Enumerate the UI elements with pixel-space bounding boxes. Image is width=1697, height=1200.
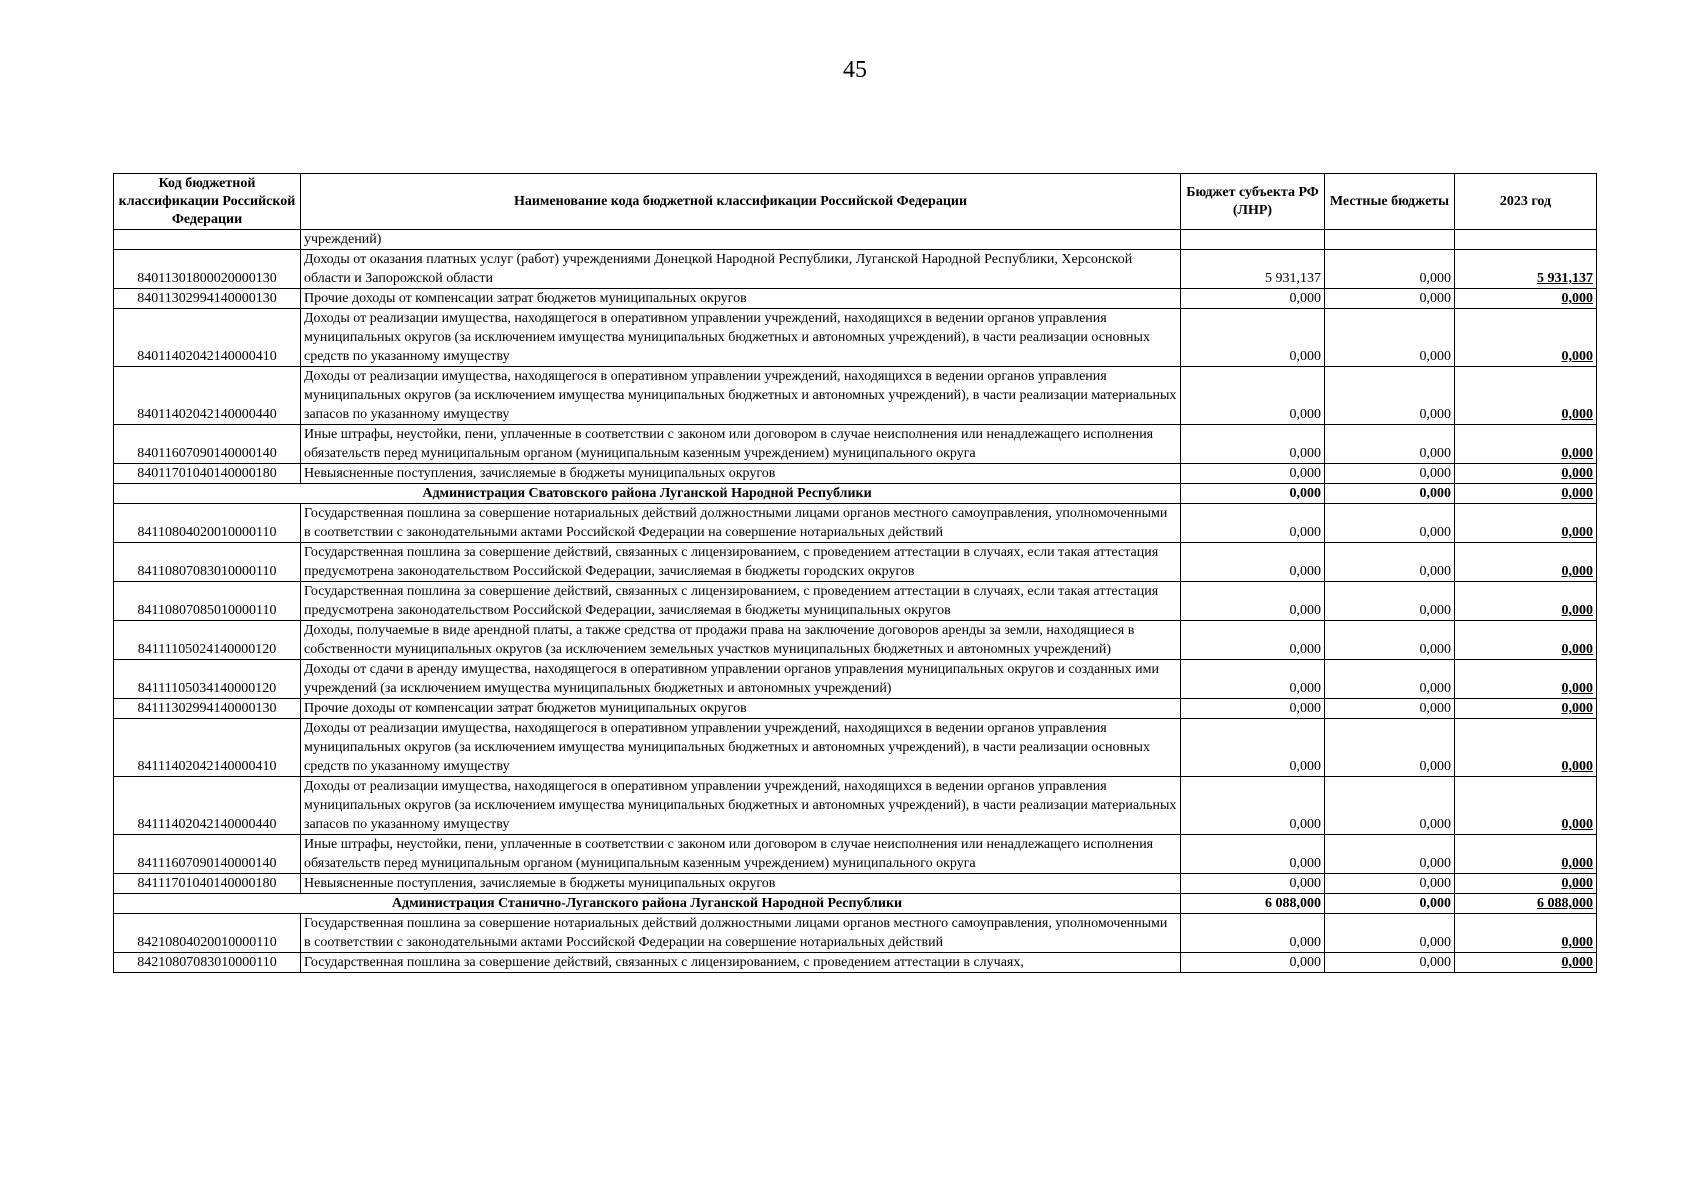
row-subject-value: 0,000: [1181, 367, 1325, 425]
table-row: [114, 874, 1597, 894]
row-subject-value: 0,000: [1181, 543, 1325, 582]
table-row: [114, 425, 1597, 464]
section-year-value: 0,000: [1455, 484, 1597, 504]
row-name: Доходы от реализации имущества, находящегося в оперативном управлении учреждений, находящихся в ведении органов управления муниципальных округов (за исключением имущества муниципальных бюджетных и автономных учреждений), в части реализации основных средств по указанному имуществу: [301, 309, 1181, 367]
row-code: 84011301800020000130: [114, 250, 301, 289]
row-name: Доходы, получаемые в виде арендной платы, а также средства от продажи права на заключение договоров аренды за земли, находящиеся в собственности муниципальных округов (за исключением земельных участков муниципальных бюджетных и автономных учреждений): [301, 621, 1181, 660]
row-local-value: 0,000: [1325, 425, 1455, 464]
page-number: 45: [843, 57, 867, 83]
row-local-value: 0,000: [1325, 367, 1455, 425]
row-local-value: 0,000: [1325, 719, 1455, 777]
row-year-value: 0,000: [1455, 309, 1597, 367]
row-name: Невыясненные поступления, зачисляемые в бюджеты муниципальных округов: [301, 464, 1181, 484]
row-year-value: [1455, 230, 1597, 250]
section-title: Администрация Станично-Луганского района Луганской Народной Республики: [114, 894, 1181, 914]
table-row: [114, 719, 1597, 777]
row-subject-value: 0,000: [1181, 621, 1325, 660]
table-row: [114, 543, 1597, 582]
row-subject-value: 0,000: [1181, 699, 1325, 719]
row-name: Доходы от реализации имущества, находящегося в оперативном управлении учреждений, находящихся в ведении органов управления муниципальных округов (за исключением имущества муниципальных бюджетных и автономных учреждений), в части реализации материальных запасов по указанному имуществу: [301, 777, 1181, 835]
row-year-value: 0,000: [1455, 660, 1597, 699]
row-local-value: 0,000: [1325, 874, 1455, 894]
header-name: Наименование кода бюджетной классификации Российской Федерации: [301, 174, 1181, 230]
row-local-value: 0,000: [1325, 250, 1455, 289]
table-row: [114, 582, 1597, 621]
row-year-value: 0,000: [1455, 425, 1597, 464]
row-code: 84011402042140000440: [114, 367, 301, 425]
row-subject-value: 0,000: [1181, 660, 1325, 699]
row-code: 84011402042140000410: [114, 309, 301, 367]
row-local-value: 0,000: [1325, 582, 1455, 621]
header-year: 2023 год: [1455, 174, 1597, 230]
row-local-value: 0,000: [1325, 660, 1455, 699]
row-year-value: 0,000: [1455, 504, 1597, 543]
row-name: Доходы от реализации имущества, находящегося в оперативном управлении учреждений, находящихся в ведении органов управления муниципальных округов (за исключением имущества муниципальных бюджетных и автономных учреждений), в части реализации основных средств по указанному имуществу: [301, 719, 1181, 777]
row-code: [114, 230, 301, 250]
row-name: Прочие доходы от компенсации затрат бюджетов муниципальных округов: [301, 699, 1181, 719]
row-name: Прочие доходы от компенсации затрат бюджетов муниципальных округов: [301, 289, 1181, 309]
row-code: 84110804020010000110: [114, 504, 301, 543]
row-name: Государственная пошлина за совершение действий, связанных с лицензированием, с проведением аттестации в случаях, если такая аттестация предусмотрена законодательством Российской Федерации, зачисляемая в бюджеты муниципальных округов: [301, 582, 1181, 621]
table-row: [114, 914, 1597, 953]
row-subject-value: 0,000: [1181, 504, 1325, 543]
row-code: 84111402042140000440: [114, 777, 301, 835]
row-subject-value: [1181, 230, 1325, 250]
row-name: Государственная пошлина за совершение нотариальных действий должностными лицами органов местного самоуправления, уполномоченными в соответствии с законодательными актами Российской Федерации на совершение нотариальных действий: [301, 914, 1181, 953]
row-subject-value: 0,000: [1181, 582, 1325, 621]
row-code: 84110807083010000110: [114, 543, 301, 582]
row-subject-value: 0,000: [1181, 914, 1325, 953]
row-code: 84011701040140000180: [114, 464, 301, 484]
row-code: 84111105024140000120: [114, 621, 301, 660]
row-name: Невыясненные поступления, зачисляемые в бюджеты муниципальных округов: [301, 874, 1181, 894]
row-local-value: 0,000: [1325, 777, 1455, 835]
row-local-value: 0,000: [1325, 699, 1455, 719]
row-year-value: 0,000: [1455, 582, 1597, 621]
row-name: Иные штрафы, неустойки, пени, уплаченные в соответствии с законом или договором в случае неисполнения или ненадлежащего исполнения обязательств перед муниципальным органом (муниципальным казенным учреждением) муниципального округа: [301, 425, 1181, 464]
table-row: [114, 777, 1597, 835]
row-local-value: 0,000: [1325, 464, 1455, 484]
table-row: [114, 953, 1597, 973]
row-subject-value: 5 931,137: [1181, 250, 1325, 289]
budget-table: [113, 173, 1597, 973]
section-total-row: [114, 894, 1597, 914]
section-subject-value: 0,000: [1181, 484, 1325, 504]
row-year-value: 0,000: [1455, 464, 1597, 484]
row-code: 84210804020010000110: [114, 914, 301, 953]
row-name: Доходы от сдачи в аренду имущества, находящегося в оперативном управлении органов управления муниципальных округов и созданных ими учреждений (за исключением имущества муниципальных бюджетных и автономных учреждений): [301, 660, 1181, 699]
row-local-value: [1325, 230, 1455, 250]
table-row: [114, 289, 1597, 309]
header-code: Код бюджетной классификации Российской Федерации: [114, 174, 301, 230]
row-year-value: 0,000: [1455, 835, 1597, 874]
row-code: 84011302994140000130: [114, 289, 301, 309]
table-row: [114, 367, 1597, 425]
row-code: 84210807083010000110: [114, 953, 301, 973]
table-header-row: [114, 174, 1597, 230]
row-subject-value: 0,000: [1181, 777, 1325, 835]
table-row: [114, 464, 1597, 484]
table-row: [114, 699, 1597, 719]
row-local-value: 0,000: [1325, 309, 1455, 367]
row-year-value: 0,000: [1455, 699, 1597, 719]
section-local-value: 0,000: [1325, 484, 1455, 504]
row-name: учреждений): [301, 230, 1181, 250]
row-year-value: 0,000: [1455, 874, 1597, 894]
row-year-value: 0,000: [1455, 914, 1597, 953]
row-local-value: 0,000: [1325, 621, 1455, 660]
row-year-value: 0,000: [1455, 719, 1597, 777]
section-year-value: 6 088,000: [1455, 894, 1597, 914]
row-subject-value: 0,000: [1181, 289, 1325, 309]
row-local-value: 0,000: [1325, 835, 1455, 874]
section-local-value: 0,000: [1325, 894, 1455, 914]
row-code: 84110807085010000110: [114, 582, 301, 621]
table-row: [114, 621, 1597, 660]
row-subject-value: 0,000: [1181, 953, 1325, 973]
row-subject-value: 0,000: [1181, 464, 1325, 484]
row-code: 84111302994140000130: [114, 699, 301, 719]
row-subject-value: 0,000: [1181, 309, 1325, 367]
row-year-value: 5 931,137: [1455, 250, 1597, 289]
table-row: [114, 660, 1597, 699]
row-subject-value: 0,000: [1181, 719, 1325, 777]
row-local-value: 0,000: [1325, 289, 1455, 309]
row-year-value: 0,000: [1455, 621, 1597, 660]
row-name: Государственная пошлина за совершение нотариальных действий должностными лицами органов местного самоуправления, уполномоченными в соответствии с законодательными актами Российской Федерации на совершение нотариальных действий: [301, 504, 1181, 543]
table-row: [114, 250, 1597, 289]
table-row: [114, 309, 1597, 367]
row-subject-value: 0,000: [1181, 835, 1325, 874]
row-year-value: 0,000: [1455, 777, 1597, 835]
header-subject-budget: Бюджет субъекта РФ (ЛНР): [1181, 174, 1325, 230]
row-year-value: 0,000: [1455, 543, 1597, 582]
table-row: [114, 230, 1597, 250]
row-name: Иные штрафы, неустойки, пени, уплаченные в соответствии с законом или договором в случае неисполнения или ненадлежащего исполнения обязательств перед муниципальным органом (муниципальным казенным учреждением) муниципального округа: [301, 835, 1181, 874]
row-name: Доходы от реализации имущества, находящегося в оперативном управлении учреждений, находящихся в ведении органов управления муниципальных округов (за исключением имущества муниципальных бюджетных и автономных учреждений), в части реализации материальных запасов по указанному имуществу: [301, 367, 1181, 425]
row-code: 84111105034140000120: [114, 660, 301, 699]
section-total-row: [114, 484, 1597, 504]
row-name: Государственная пошлина за совершение действий, связанных с лицензированием, с проведением аттестации в случаях, если такая аттестация предусмотрена законодательством Российской Федерации, зачисляемая в бюджеты городских округов: [301, 543, 1181, 582]
row-year-value: 0,000: [1455, 953, 1597, 973]
header-local-budgets: Местные бюджеты: [1325, 174, 1455, 230]
row-local-value: 0,000: [1325, 914, 1455, 953]
row-code: 84111701040140000180: [114, 874, 301, 894]
row-local-value: 0,000: [1325, 504, 1455, 543]
row-name: Государственная пошлина за совершение действий, связанных с лицензированием, с проведением аттестации в случаях,: [301, 953, 1181, 973]
row-local-value: 0,000: [1325, 953, 1455, 973]
row-year-value: 0,000: [1455, 289, 1597, 309]
row-year-value: 0,000: [1455, 367, 1597, 425]
row-subject-value: 0,000: [1181, 425, 1325, 464]
table-row: [114, 504, 1597, 543]
table-row: [114, 835, 1597, 874]
section-title: Администрация Сватовского района Луганской Народной Республики: [114, 484, 1181, 504]
row-local-value: 0,000: [1325, 543, 1455, 582]
row-code: 84111607090140000140: [114, 835, 301, 874]
row-name: Доходы от оказания платных услуг (работ) учреждениями Донецкой Народной Республики, Луганской Народной Республики, Херсонской области и Запорожской области: [301, 250, 1181, 289]
row-code: 84111402042140000410: [114, 719, 301, 777]
row-subject-value: 0,000: [1181, 874, 1325, 894]
row-code: 84011607090140000140: [114, 425, 301, 464]
section-subject-value: 6 088,000: [1181, 894, 1325, 914]
